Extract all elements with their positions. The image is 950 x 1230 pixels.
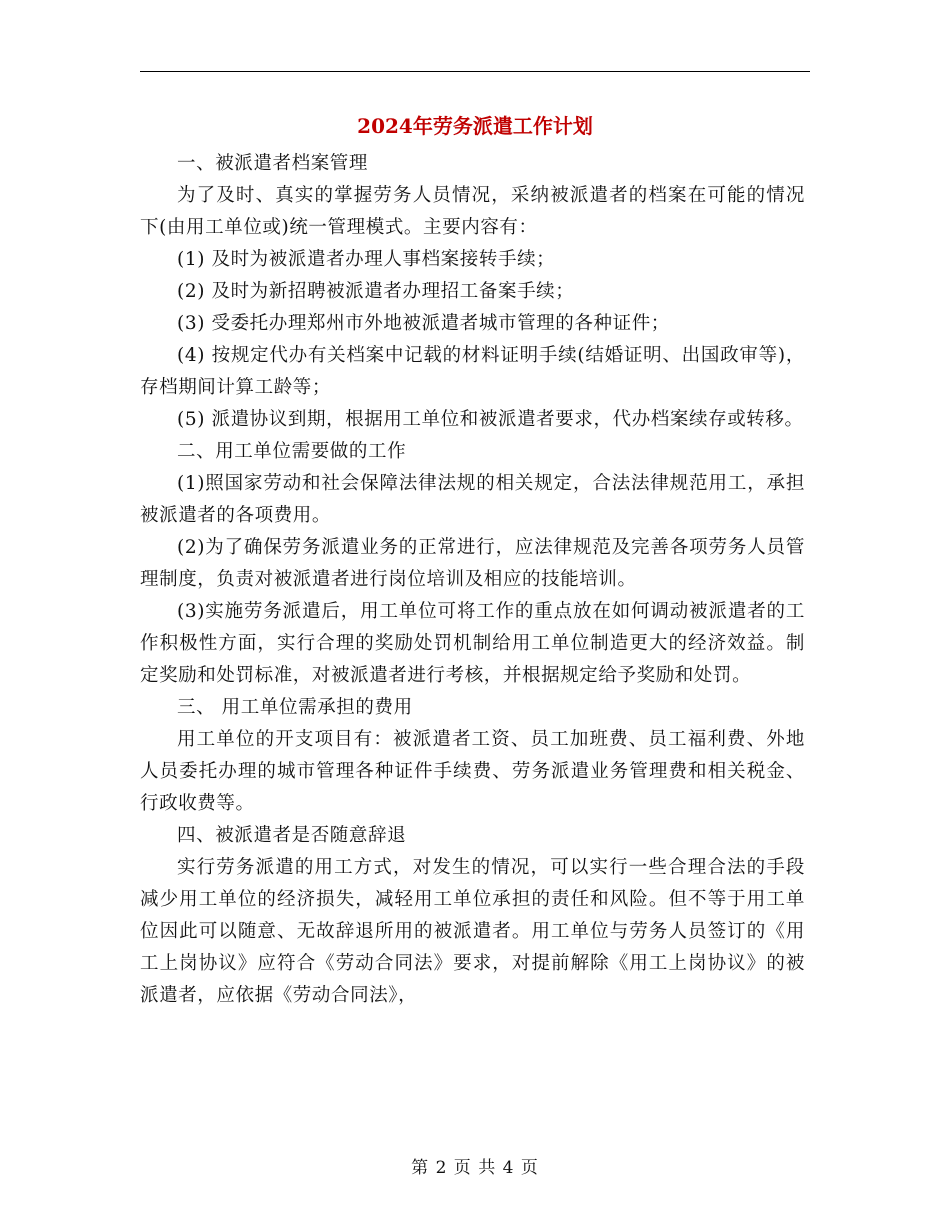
paragraph: 实行劳务派遣的用工方式，对发生的情况，可以实行一些合理合法的手段减少用工单位的经济损失，减轻用工单位承担的责任和风险。但不等于用工单位因此可以随意、无故辞退所用的被派遣者。用工单位与劳务人员签订的《用工上岗协议》应符合《劳动合同法》要求，对提前解除《用工上岗协议》的被派遣者，应依据《劳动合同法》， [140, 857, 805, 1006]
list-item: (1) 及时为被派遣者办理人事档案接转手续； [177, 249, 556, 270]
paragraph: (3)实施劳务派遣后，用工单位可将工作的重点放在如何调动被派遣者的工作积极性方面，实行合理的奖励处罚机制给用工单位制造更大的经济效益。制定奖励和处罚标准，对被派遣者进行考核，并根据规定给予奖励和处罚。 [140, 601, 805, 686]
section-heading-3: 三、 用工单位需承担的费用 [177, 697, 413, 718]
list-item: (3) 受委托办理郑州市外地被派遣者城市管理的各种证件； [177, 313, 670, 334]
paragraph: 用工单位的开支项目有：被派遣者工资、员工加班费、员工福利费、外地人员委托办理的城市管理各种证件手续费、劳务派遣业务管理费和相关税金、行政收费等。 [140, 729, 805, 814]
list-item: (2) 及时为新招聘被派遣者办理招工备案手续； [177, 281, 575, 302]
paragraph: (2)为了确保劳务派遣业务的正常进行，应法律规范及完善各项劳务人员管理制度，负责对被派遣者进行岗位培训及相应的技能培训。 [140, 537, 805, 590]
section-heading-1: 一、被派遣者档案管理 [177, 153, 369, 174]
document-title: 2024年劳务派遣工作计划 [357, 114, 593, 138]
section-heading-4: 四、被派遣者是否随意辞退 [177, 825, 407, 846]
paragraph: 为了及时、真实的掌握劳务人员情况，采纳被派遣者的档案在可能的情况下(由用工单位或)统一管理模式。主要内容有： [140, 185, 805, 238]
page-number-footer: 第 2 页 共 4 页 [411, 1158, 539, 1178]
list-item: (5) 派遣协议到期，根据用工单位和被派遣者要求，代办档案续存或转移。 [177, 409, 804, 430]
list-item: (4) 按规定代办有关档案中记载的材料证明手续(结婚证明、出国政审等)，存档期间计算工龄等； [140, 345, 805, 398]
header-rule [140, 71, 810, 72]
paragraph: (1)照国家劳动和社会保障法律法规的相关规定，合法法律规范用工，承担被派遣者的各项费用。 [140, 473, 805, 526]
section-heading-2: 二、用工单位需要做的工作 [177, 441, 407, 462]
document-body [140, 148, 805, 1012]
